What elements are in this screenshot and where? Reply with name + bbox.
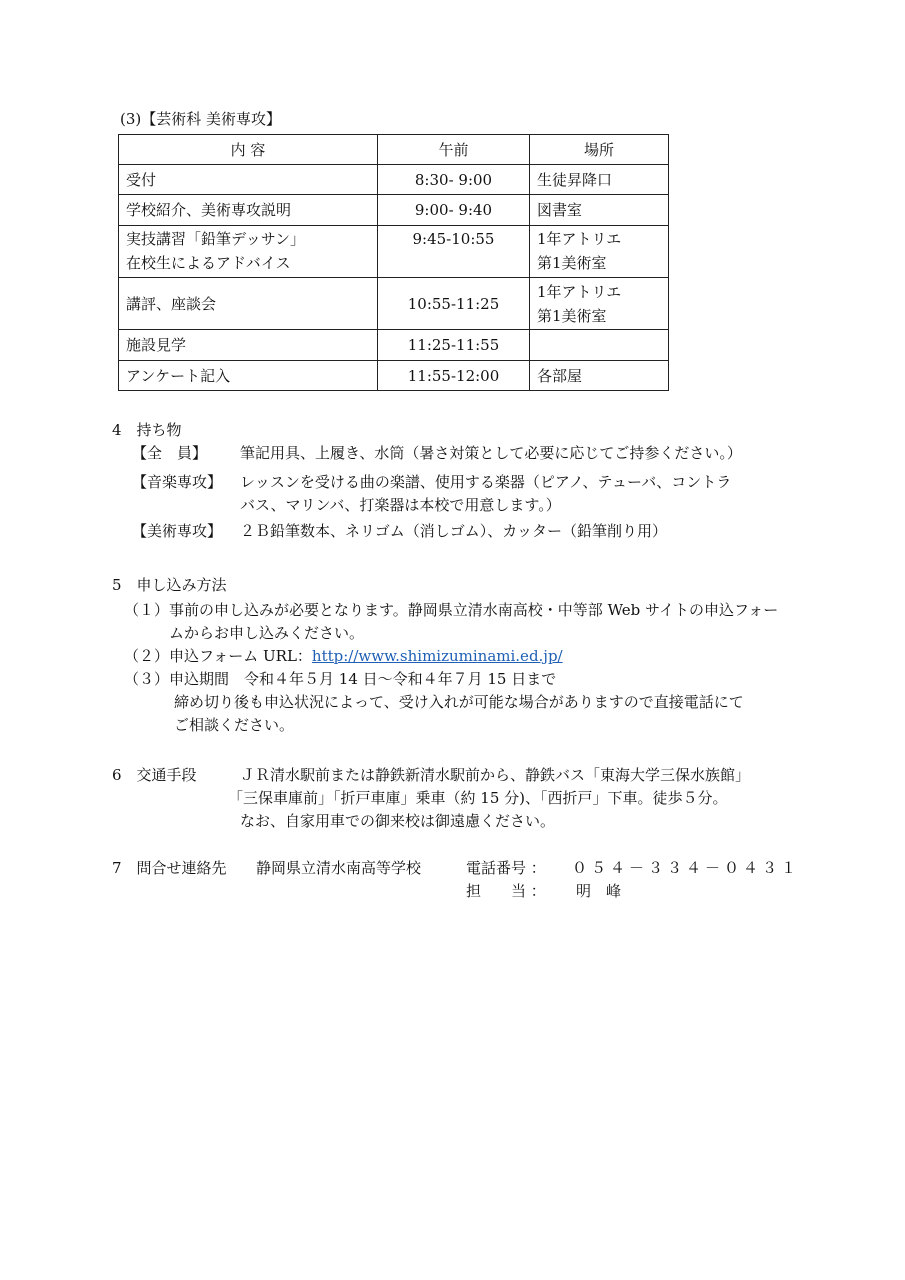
- url-label: （２）申込フォーム URL：: [124, 647, 312, 665]
- row-content: 学校紹介、美術専攻説明: [119, 195, 378, 226]
- phone-number: ０５４－３３４－０４３１: [572, 859, 801, 877]
- row-time: 8:30- 9:00: [378, 165, 530, 195]
- item-text-all: 筆記用具、上履き、水筒（暑さ対策として必要に応じてご持参ください。）: [240, 444, 742, 462]
- header-content: 内 容: [119, 135, 378, 165]
- table-row: [119, 330, 669, 361]
- item-label-music: 【音楽専攻】: [132, 473, 223, 491]
- table-row: [119, 278, 669, 330]
- contact-label: 担 当 ：: [466, 882, 546, 900]
- section6-line1: ＪＲ清水駅前または静鉄新清水駅前から、静鉄バス「東海大学三保水族館」: [240, 766, 751, 784]
- header-place: 場所: [530, 135, 669, 165]
- row-content: 実技講習「鉛筆デッサン」 在校生によるアドバイス: [119, 226, 378, 278]
- row-content: アンケート記入: [119, 361, 378, 391]
- section6-line3: なお、自家用車での御来校は御遠慮ください。: [240, 812, 556, 830]
- section4-heading: 4 持ち物: [112, 421, 182, 439]
- phone-label: 電話番号 ：: [466, 859, 546, 877]
- row-time: 9:45-10:55: [378, 226, 530, 278]
- table-header-row: [119, 135, 669, 165]
- item-label-all: 【全 員】: [132, 444, 208, 462]
- section6-heading: 6 交通手段: [112, 766, 197, 784]
- section5-item1-line1: （１）事前の申し込みが必要となります。静岡県立清水南高校・中等部 Web サイトの申込フォー: [124, 601, 779, 619]
- row-place: 生徒昇降口: [530, 165, 669, 195]
- section3-title: (3)【芸術科 美術専攻】: [120, 110, 282, 128]
- row-place: 各部屋: [530, 361, 669, 391]
- table-row: [119, 226, 669, 278]
- section5-item3-line3: ご相談ください。: [174, 716, 295, 734]
- signup-form-link[interactable]: http://www.shimizuminami.ed.jp/: [311, 647, 563, 665]
- section5-heading: 5 申し込み方法: [112, 576, 227, 594]
- row-time: 11:25-11:55: [378, 330, 530, 361]
- row-time: 9:00- 9:40: [378, 195, 530, 226]
- row-content: 講評、座談会: [119, 278, 378, 330]
- item-text-music-1: レッスンを受ける曲の楽譜、使用する楽器（ピアノ、テューバ、コントラ: [240, 473, 732, 491]
- item-text-art: ２Ｂ鉛筆数本、ネリゴム（消しゴム）、カッター（鉛筆削り用）: [240, 522, 668, 540]
- schedule-table: [118, 134, 669, 391]
- row-place: 図書室: [530, 195, 669, 226]
- section5-item3-line1: （３）申込期間 令和４年５月 14 日～令和４年７月 15 日まで: [124, 670, 557, 688]
- contact-name: 明 峰: [576, 882, 622, 900]
- section5-item3-line2: 締め切り後も申込状況によって、受け入れが可能な場合がありますので直接電話にて: [174, 693, 744, 711]
- school-name: 静岡県立清水南高等学校: [256, 859, 422, 877]
- section7-heading: 7 問合せ連絡先: [112, 859, 227, 877]
- item-label-art: 【美術専攻】: [132, 522, 223, 540]
- section5-item2: [124, 646, 563, 666]
- table-row: [119, 361, 669, 391]
- row-place: [530, 330, 669, 361]
- section5-item1-line2: ムからお申し込みください。: [169, 624, 365, 642]
- table-row: [119, 195, 669, 226]
- header-time: 午前: [378, 135, 530, 165]
- section6-line2: 「三保車庫前」「折戸車庫」乗車（約 15 分)、「西折戸」下車。徒歩５分。: [228, 789, 728, 807]
- row-time: 11:55-12:00: [378, 361, 530, 391]
- table-row: [119, 165, 669, 195]
- item-text-music-2: バス、マリンバ、打楽器は本校で用意します。）: [240, 496, 561, 514]
- row-place: 1年アトリエ 第1美術室: [530, 226, 669, 278]
- row-place: 1年アトリエ 第1美術室: [530, 278, 669, 330]
- row-content: 受付: [119, 165, 378, 195]
- row-time: 10:55-11:25: [378, 278, 530, 330]
- row-content: 施設見学: [119, 330, 378, 361]
